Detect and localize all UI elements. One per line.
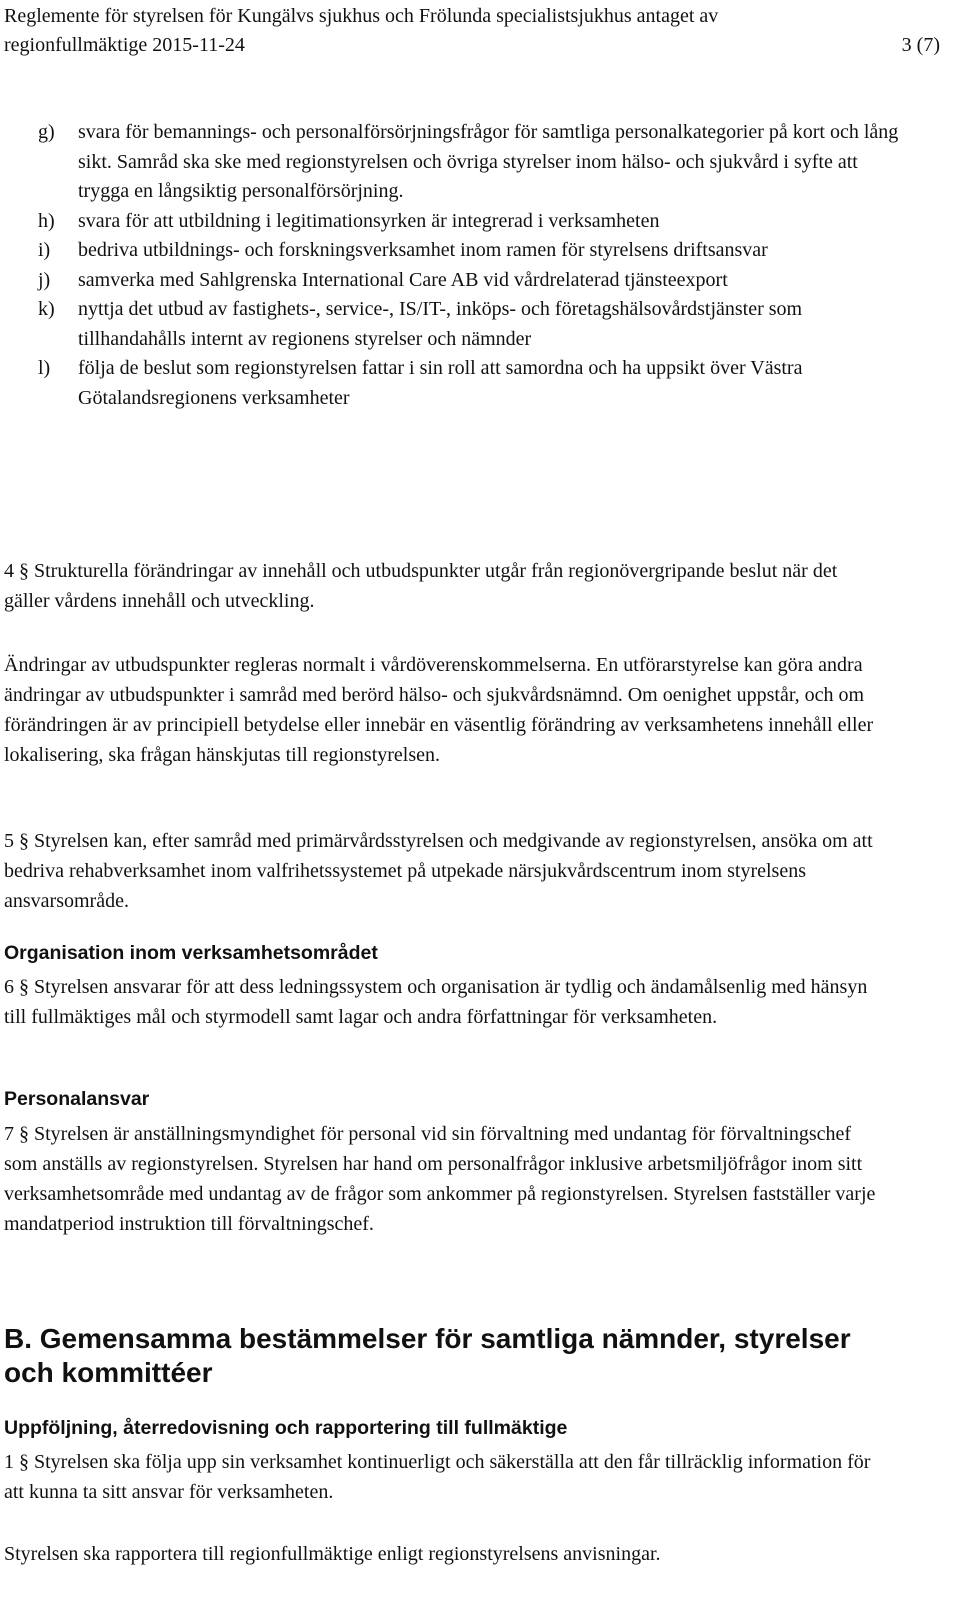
list-item (4, 266, 904, 296)
list-item (4, 118, 904, 207)
header-title-line2: regionfullmäktige 2015-11-24 (4, 34, 245, 56)
list-letter: h) (38, 209, 55, 232)
list-item (4, 207, 904, 237)
list-text: nyttja det utbud av fastighets-, service-, IS/IT-, inköps- och företagshälsovårdstjänster som tillhandahålls internt av regionens styrelser och nämnder (78, 298, 803, 350)
page-header (4, 2, 940, 60)
paragraph-b1: 1 § Styrelsen ska följa upp sin verksamhet kontinuerligt och säkerställa att den får tillräcklig information för att kunna ta sitt ansvar för verksamheten. (4, 1451, 871, 1503)
list-letter: j) (38, 268, 51, 291)
list-text: bedriva utbildnings- och forskningsverksamhet inom ramen för styrelsens driftsansvar (78, 239, 768, 261)
paragraph-6: 6 § Styrelsen ansvarar för att dess ledningssystem och organisation är tydlig och ändamålsenlig med hänsyn till fullmäktiges mål och styrmodell samt lagar och andra författningar för verksamheten. (4, 976, 868, 1028)
list-text: svara för bemannings- och personalförsörjningsfrågor för samtliga personalkategorier på kort och lång sikt. Samråd ska ske med regionstyrelsen och övriga styrelser inom hälso- och sjukvård i syfte att trygga en långsiktig personalförsörjning. (78, 121, 899, 202)
list-text: följa de beslut som regionstyrelsen fattar i sin roll att samordna och ha uppsikt över Västra Götalandsregionens verksamheter (78, 357, 803, 409)
paragraph-4-continued: Ändringar av utbudspunkter regleras normalt i vårdöverenskommelserna. En utförarstyrelse kan göra andra ändringar av utbudspunkter i samråd med berörd hälso- och sjukvårdsnämnd. Om oenighet uppstår, och om förändringen är av principiell betydelse eller innebär en väsentlig förändring av verksamhetens innehåll eller lokalisering, ska frågan hänskjutas till regionstyrelsen. (4, 654, 874, 766)
paragraph-7: 7 § Styrelsen är anställningsmyndighet för personal vid sin förvaltning med undantag för förvaltningschef som anställs av regionstyrelsen. Styrelsen har hand om personalfrågor inklusive arbetsmiljöfrågor inom sitt verksamhetsområde med undantag av de frågor som ankommer på regionstyrelsen. Styrelsen fastställer varje mandatperiod instruktion till förvaltningschef. (4, 1123, 876, 1235)
paragraph-b2: Styrelsen ska rapportera till regionfullmäktige enligt regionstyrelsens anvisningar. (4, 1543, 661, 1565)
list-letter: i) (38, 239, 51, 261)
list-letter: k) (38, 298, 55, 320)
list-text: samverka med Sahlgrenska International Care AB vid vårdrelaterad tjänsteexport (78, 268, 728, 291)
section-b-heading: B. Gemensamma bestämmelser för samtliga nämnder, styrelser och kommittéer (4, 1323, 851, 1388)
list-letter: g) (38, 121, 55, 143)
list-letter: l) (38, 357, 51, 379)
list-item (4, 295, 904, 354)
page-number: 3 (7) (901, 34, 940, 56)
list-text: svara för att utbildning i legitimationsyrken är integrerad i verksamheten (78, 209, 660, 232)
header-title-line1: Reglemente för styrelsen för Kungälvs sjukhus och Frölunda specialistsjukhus antaget av (4, 5, 719, 27)
heading-organisation: Organisation inom verksamhetsområdet (4, 942, 378, 964)
list-item (4, 236, 904, 266)
heading-personalansvar: Personalansvar (4, 1088, 150, 1110)
heading-uppfoljning: Uppföljning, återredovisning och rapportering till fullmäktige (4, 1417, 568, 1439)
list-item (4, 354, 904, 413)
paragraph-4: 4 § Strukturella förändringar av innehåll och utbudspunkter utgår från regionövergripande beslut när det gäller vårdens innehåll och utveckling. (4, 560, 838, 612)
paragraph-5: 5 § Styrelsen kan, efter samråd med primärvårdsstyrelsen och medgivande av regionstyrelsen, ansöka om att bedriva rehabverksamhet inom valfrihetssystemet på utpekade närsjukvårdscentrum inom styrelsens ansvarsområde. (4, 830, 873, 912)
responsibility-list (4, 118, 904, 413)
